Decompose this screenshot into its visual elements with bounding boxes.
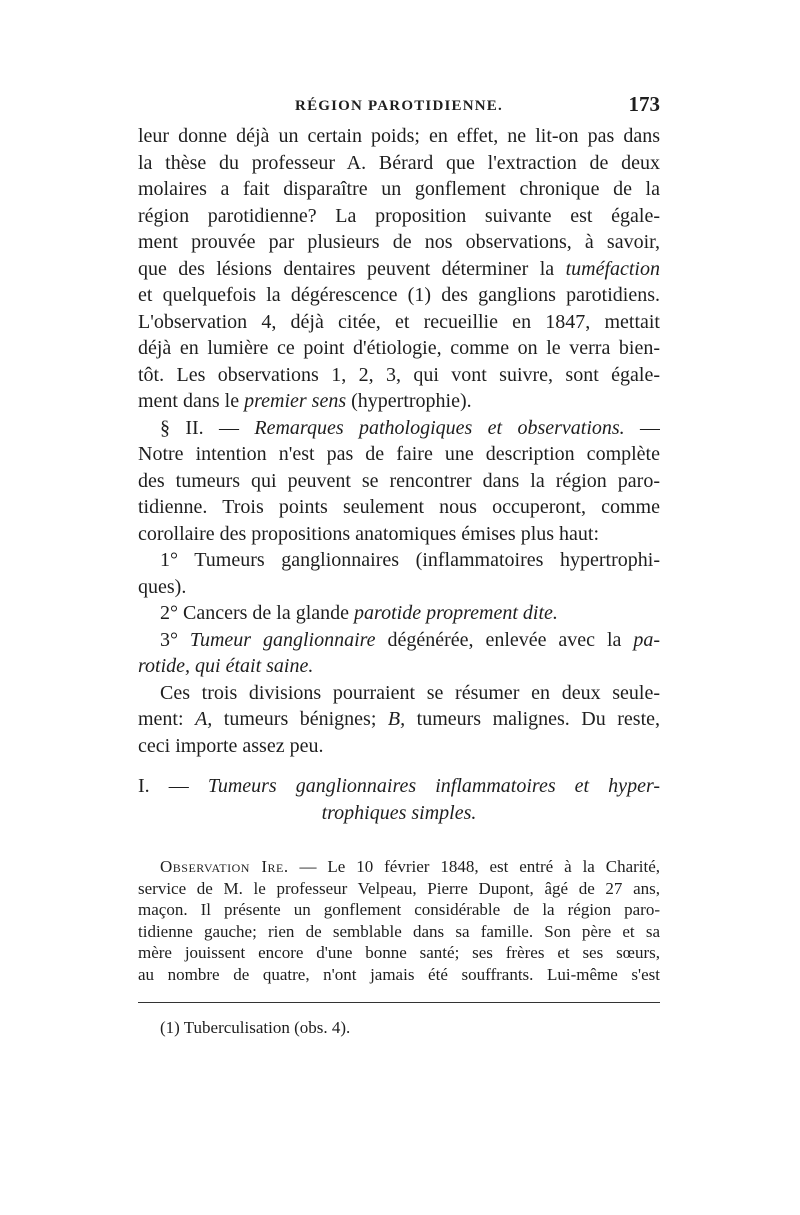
observation-line: maçon. Il présente un gonflement considérable de la région paro- xyxy=(138,900,660,919)
text-run: 3° xyxy=(160,628,178,651)
italic-term: pa- xyxy=(633,628,660,651)
running-head: RÉGION PAROTIDIENNE. xyxy=(295,98,503,114)
text-line: et quelquefois la dégérescence (1) des ganglions parotidiens. xyxy=(138,284,660,306)
text-line xyxy=(138,653,660,680)
list-item xyxy=(138,600,660,627)
text-run: que des lésions dentaires peuvent déterminer la xyxy=(138,257,555,280)
text-line: corollaire des propositions anatomiques émises plus haut: xyxy=(138,522,600,545)
list-item xyxy=(138,627,660,654)
text-line: Ces trois divisions pourraient se résumer en deux seule- xyxy=(160,681,660,704)
page-number: 173 xyxy=(628,92,660,116)
observation-line: service de M. le professeur Velpeau, Pierre Dupont, âgé de 27 ans, xyxy=(138,878,660,898)
list-item: 1° Tumeurs ganglionnaires (inflammatoires hypertrophi- xyxy=(160,549,660,571)
text-run: ment: xyxy=(138,708,184,730)
text-line: des tumeurs qui peuvent se rencontrer dans la région paro- xyxy=(138,469,660,492)
text-run: — Le 10 février 1848, est entré à la Charité, xyxy=(299,857,660,876)
text-line xyxy=(138,256,660,283)
section-title-line xyxy=(138,415,660,442)
section-heading xyxy=(138,773,660,800)
observation-block xyxy=(138,856,660,985)
italic-letter: B, xyxy=(387,708,406,730)
text-line: région parotidienne? La proposition suivante est égale- xyxy=(138,204,660,227)
italic-term: Tumeur ganglionnaire xyxy=(189,628,376,651)
text-run: dégénérée, enlevée avec la xyxy=(387,628,622,651)
italic-letter: A, xyxy=(195,708,213,730)
text-line: ment prouvée par plusieurs de nos observations, à savoir, xyxy=(138,231,660,253)
text-line xyxy=(138,388,660,415)
observation-line: au nombre de quatre, n'ont jamais été souffrants. Lui-même s'est xyxy=(138,964,660,984)
footnote: (1) Tuberculisation (obs. 4). xyxy=(160,1018,351,1037)
section-heading-text: trophiques simples. xyxy=(321,801,477,824)
text-line: leur donne déjà un certain poids; en effet, ne lit-on pas dans xyxy=(138,125,660,147)
italic-term: tuméfaction xyxy=(565,257,660,280)
text-run: ment dans le xyxy=(138,390,240,412)
text-line: Notre intention n'est pas de faire une description complète xyxy=(138,443,660,465)
section-marker: § II. — xyxy=(160,416,240,439)
text-line: tidienne. Trois points seulement nous occuperont, comme xyxy=(138,496,660,518)
observation-line xyxy=(138,856,660,878)
text-line: la thèse du professeur A. Bérard que l'extraction de deux xyxy=(138,151,660,174)
italic-term: parotide proprement dite. xyxy=(354,602,558,624)
text-run: 2° Cancers de la glande xyxy=(160,602,350,624)
text-run: tumeurs malignes. Du reste, xyxy=(416,708,660,730)
text-run: — xyxy=(640,416,660,439)
main-text xyxy=(138,123,660,826)
text-line: molaires a fait disparaître un gonflement chronique de la xyxy=(138,178,660,200)
section-heading-number: I. — xyxy=(138,775,189,797)
section-title: Remarques pathologiques et observations. xyxy=(254,416,625,439)
page-header xyxy=(138,92,660,122)
text-line: L'observation 4, déjà citée, et recueillie en 1847, mettait xyxy=(138,310,660,333)
spacer xyxy=(138,759,660,773)
text-run: (hypertrophie). xyxy=(351,390,472,412)
section-heading-cont xyxy=(138,800,660,827)
text-run: tumeurs bénignes; xyxy=(223,708,377,730)
text-line xyxy=(138,706,660,733)
text-line: déjà en lumière ce point d'étiologie, comme on le verra bien- xyxy=(138,337,660,359)
text-line: ceci importe assez peu. xyxy=(138,734,324,757)
observation-line: mère jouissent encore d'une bonne santé; ses frères et ses sœurs, xyxy=(138,943,660,962)
section-heading-text: Tumeurs ganglionnaires inflammatoires et hyper- xyxy=(207,775,660,797)
observation-line: tidienne gauche; rien de semblable dans sa famille. Son père et sa xyxy=(138,921,660,941)
italic-term: premier sens xyxy=(244,390,347,412)
italic-term: rotide, qui était saine. xyxy=(138,655,314,677)
observation-label: Observation Ire. xyxy=(160,857,289,876)
text-line: ques). xyxy=(138,575,187,598)
footnote-divider xyxy=(138,1002,660,1003)
text-line: tôt. Les observations 1, 2, 3, qui vont suivre, sont égale- xyxy=(138,363,660,386)
